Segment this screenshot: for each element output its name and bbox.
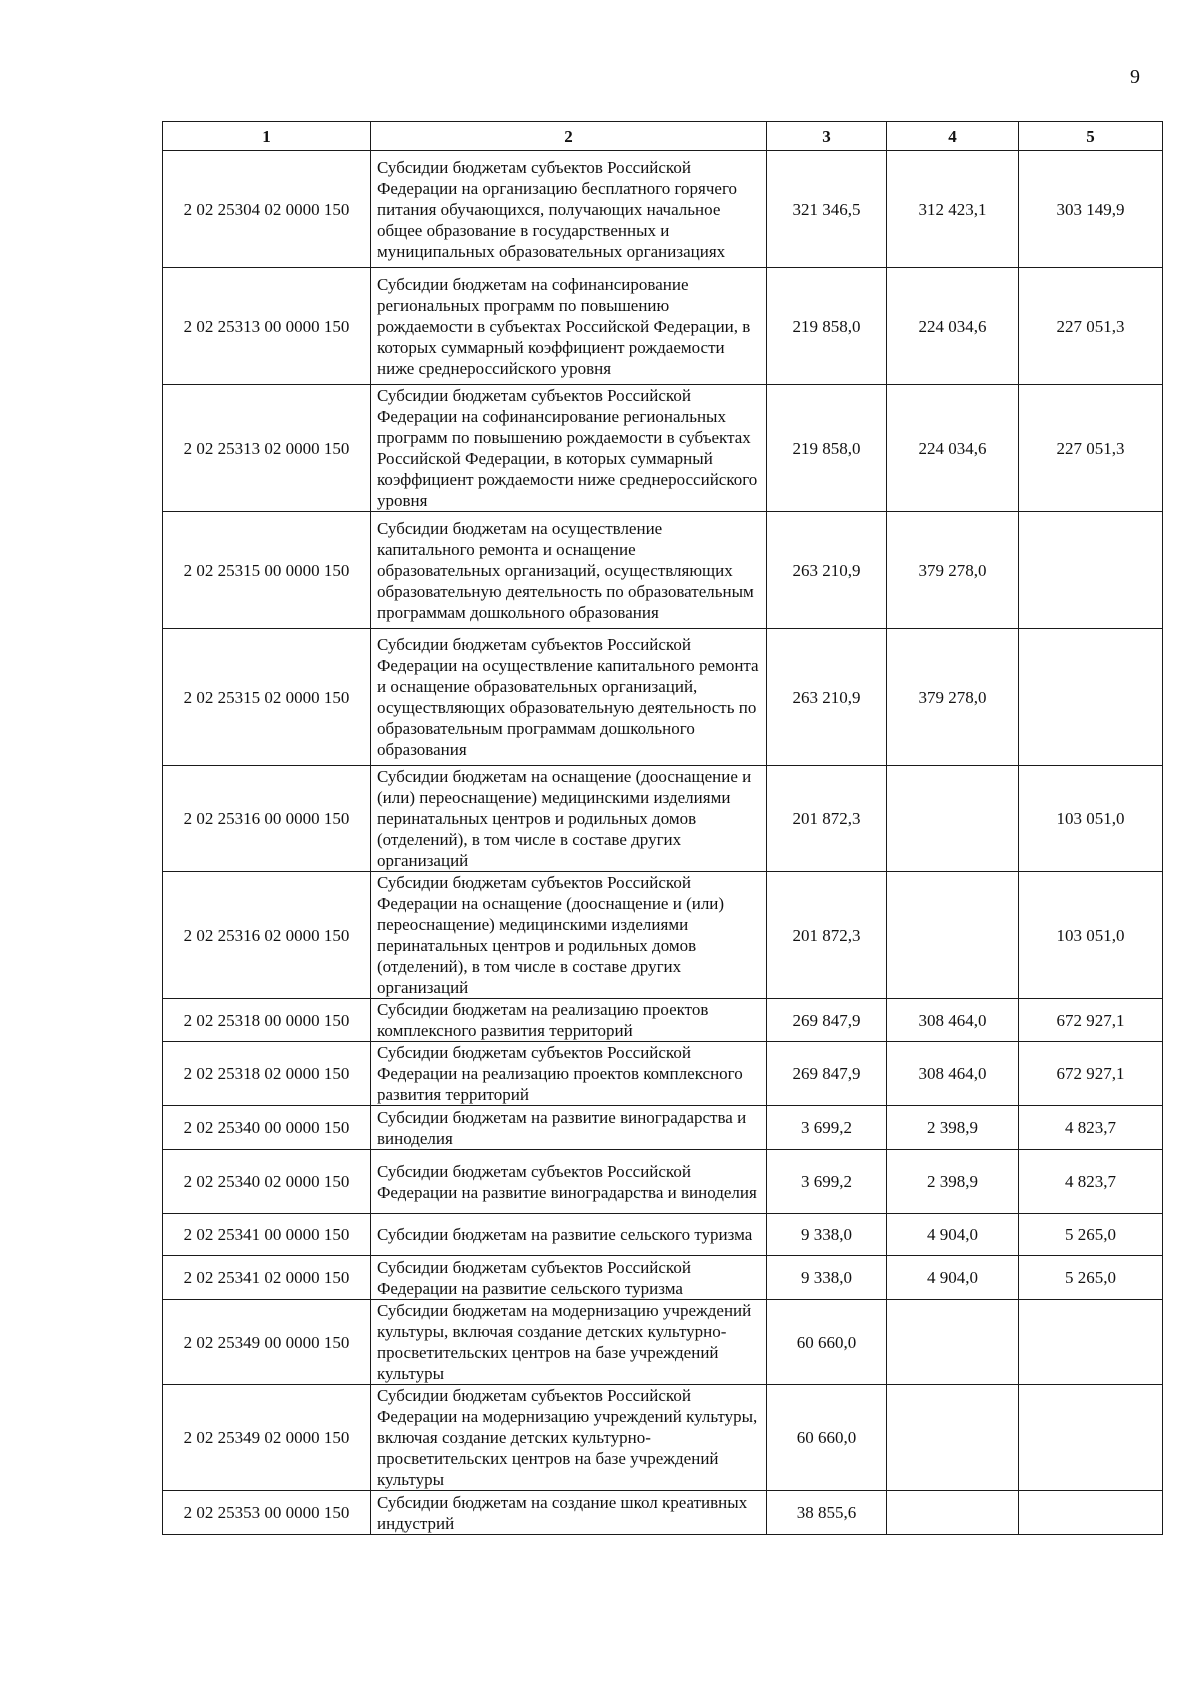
value-col-3: 269 847,9 [767,999,887,1042]
budget-code: 2 02 25340 00 0000 150 [163,1106,371,1150]
value-col-5 [1019,629,1163,766]
value-col-4: 224 034,6 [887,385,1019,512]
value-col-5 [1019,1491,1163,1535]
value-col-4 [887,1385,1019,1491]
table-row [163,1300,1163,1385]
value-col-5: 227 051,3 [1019,268,1163,385]
item-description: Субсидии бюджетам на реализацию проектов комплексного развития территорий [371,999,767,1042]
value-col-5 [1019,1385,1163,1491]
item-description: Субсидии бюджетам на развитие сельского туризма [371,1214,767,1256]
budget-code: 2 02 25316 02 0000 150 [163,872,371,999]
value-col-4: 379 278,0 [887,629,1019,766]
table-header-row [163,122,1163,151]
item-description: Субсидии бюджетам на создание школ креативных индустрий [371,1491,767,1535]
value-col-5: 303 149,9 [1019,151,1163,268]
table-row [163,629,1163,766]
value-col-3: 219 858,0 [767,385,887,512]
value-col-3: 201 872,3 [767,872,887,999]
item-description: Субсидии бюджетам на осуществление капитального ремонта и оснащение образовательных организаций, осуществляющих образовательную деятельность по образовательным программам дошкольного образования [371,512,767,629]
value-col-5: 4 823,7 [1019,1150,1163,1214]
value-col-5 [1019,512,1163,629]
value-col-4 [887,766,1019,872]
budget-table [162,121,1163,1535]
value-col-4 [887,872,1019,999]
item-description: Субсидии бюджетам на модернизацию учреждений культуры, включая создание детских культурно-просветительских центров на базе учреждений культуры [371,1300,767,1385]
value-col-3: 60 660,0 [767,1385,887,1491]
column-header-2: 2 [371,122,767,151]
table-row [163,1491,1163,1535]
table-row [163,1256,1163,1300]
item-description: Субсидии бюджетам субъектов Российской Федерации на модернизацию учреждений культуры, включая создание детских культурно-просветительских центров на базе учреждений культуры [371,1385,767,1491]
table-row [163,1042,1163,1106]
column-header-5: 5 [1019,122,1163,151]
value-col-5: 103 051,0 [1019,872,1163,999]
budget-code: 2 02 25341 00 0000 150 [163,1214,371,1256]
value-col-4 [887,1491,1019,1535]
value-col-4: 4 904,0 [887,1214,1019,1256]
item-description: Субсидии бюджетам на оснащение (дооснащение и (или) переоснащение) медицинскими изделиями перинатальных центров и родильных домов (отделений), в том числе в составе других организаций [371,766,767,872]
value-col-5 [1019,1300,1163,1385]
value-col-3: 263 210,9 [767,512,887,629]
table-row [163,385,1163,512]
table-row [163,1150,1163,1214]
value-col-4: 4 904,0 [887,1256,1019,1300]
item-description: Субсидии бюджетам субъектов Российской Федерации на реализацию проектов комплексного развития территорий [371,1042,767,1106]
value-col-3: 219 858,0 [767,268,887,385]
value-col-3: 321 346,5 [767,151,887,268]
budget-code: 2 02 25315 00 0000 150 [163,512,371,629]
budget-code: 2 02 25316 00 0000 150 [163,766,371,872]
value-col-4: 308 464,0 [887,1042,1019,1106]
value-col-3: 201 872,3 [767,766,887,872]
table-row [163,872,1163,999]
column-header-1: 1 [163,122,371,151]
value-col-3: 3 699,2 [767,1106,887,1150]
table-row [163,512,1163,629]
value-col-4: 308 464,0 [887,999,1019,1042]
value-col-3: 263 210,9 [767,629,887,766]
table-row [163,999,1163,1042]
item-description: Субсидии бюджетам субъектов Российской Федерации на развитие сельского туризма [371,1256,767,1300]
value-col-5: 227 051,3 [1019,385,1163,512]
item-description: Субсидии бюджетам субъектов Российской Федерации на софинансирование региональных программ по повышению рождаемости в субъектах Российской Федерации, в которых суммарный коэффициент рождаемости ниже среднероссийского уровня [371,385,767,512]
budget-code: 2 02 25313 02 0000 150 [163,385,371,512]
item-description: Субсидии бюджетам субъектов Российской Федерации на организацию бесплатного горячего питания обучающихся, получающих начальное общее образование в государственных и муниципальных образовательных организациях [371,151,767,268]
value-col-3: 38 855,6 [767,1491,887,1535]
table-row [163,268,1163,385]
value-col-5: 672 927,1 [1019,999,1163,1042]
item-description: Субсидии бюджетам субъектов Российской Федерации на оснащение (дооснащение и (или) переоснащение) медицинскими изделиями перинатальных центров и родильных домов (отделений), в том числе в составе других организаций [371,872,767,999]
value-col-3: 9 338,0 [767,1214,887,1256]
column-header-3: 3 [767,122,887,151]
table-row [163,1385,1163,1491]
table-row [163,1214,1163,1256]
table-row [163,151,1163,268]
value-col-4: 2 398,9 [887,1150,1019,1214]
budget-code: 2 02 25349 00 0000 150 [163,1300,371,1385]
value-col-5: 5 265,0 [1019,1214,1163,1256]
budget-code: 2 02 25315 02 0000 150 [163,629,371,766]
value-col-4: 312 423,1 [887,151,1019,268]
value-col-5: 4 823,7 [1019,1106,1163,1150]
page-number: 9 [1130,66,1140,88]
item-description: Субсидии бюджетам субъектов Российской Федерации на осуществление капитального ремонта и оснащение образовательных организаций, осуществляющих образовательную деятельность по образовательным программам дошкольного образования [371,629,767,766]
value-col-5: 672 927,1 [1019,1042,1163,1106]
column-header-4: 4 [887,122,1019,151]
budget-code: 2 02 25304 02 0000 150 [163,151,371,268]
item-description: Субсидии бюджетам на софинансирование региональных программ по повышению рождаемости в субъектах Российской Федерации, в которых суммарный коэффициент рождаемости ниже среднероссийского уровня [371,268,767,385]
value-col-3: 60 660,0 [767,1300,887,1385]
value-col-3: 9 338,0 [767,1256,887,1300]
value-col-4: 379 278,0 [887,512,1019,629]
budget-code: 2 02 25313 00 0000 150 [163,268,371,385]
budget-code: 2 02 25349 02 0000 150 [163,1385,371,1491]
budget-code: 2 02 25341 02 0000 150 [163,1256,371,1300]
budget-code: 2 02 25318 02 0000 150 [163,1042,371,1106]
value-col-5: 5 265,0 [1019,1256,1163,1300]
value-col-4: 224 034,6 [887,268,1019,385]
budget-code: 2 02 25353 00 0000 150 [163,1491,371,1535]
budget-code: 2 02 25318 00 0000 150 [163,999,371,1042]
table-row [163,766,1163,872]
value-col-4: 2 398,9 [887,1106,1019,1150]
table-row [163,1106,1163,1150]
value-col-3: 3 699,2 [767,1150,887,1214]
item-description: Субсидии бюджетам субъектов Российской Федерации на развитие виноградарства и виноделия [371,1150,767,1214]
value-col-4 [887,1300,1019,1385]
item-description: Субсидии бюджетам на развитие виноградарства и виноделия [371,1106,767,1150]
value-col-5: 103 051,0 [1019,766,1163,872]
budget-code: 2 02 25340 02 0000 150 [163,1150,371,1214]
value-col-3: 269 847,9 [767,1042,887,1106]
